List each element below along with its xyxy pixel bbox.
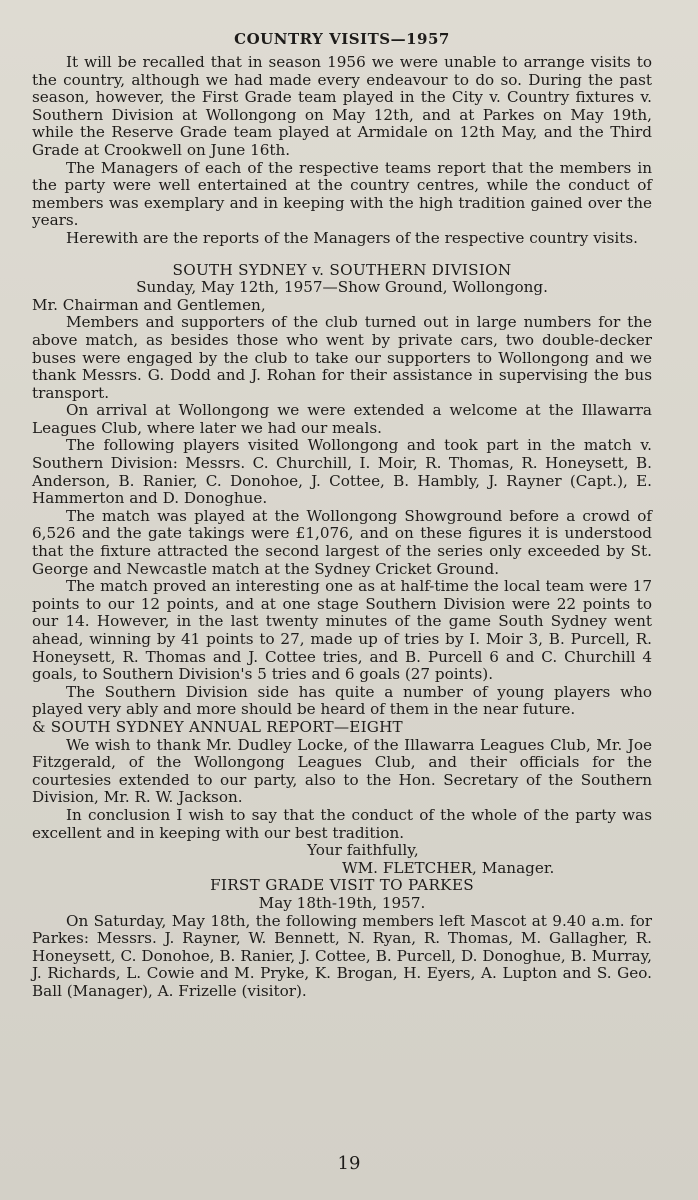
report-paragraph-5: The match proved an interesting one as at half-time the local team were 17 points to our 12 points, and at one stage Southern Division were 22 points to our 14. However, in the last twenty minutes of the game South Sydney went ahead, winning by 41 points to 27, made up of tries by I. Moir 3, B. Purcell, R. Honeysett, R. Thomas and J. Cottee tries, and B. Purcell 6 and C. Churchill 4 goals, to Southern Division's 5 tries and 6 goals (27 points). [32,577,652,684]
closing: Your faithfully, [307,841,419,860]
text-column [32,30,652,1000]
page-title: COUNTRY VISITS—1957 [234,30,450,48]
intro-paragraph-1: It will be recalled that in season 1956 we were unable to arrange visits to the country, although we had made every endeavour to do so. During the past season, however, the First Grade team played in the City v. Country fixtures v. Southern Division at Wollongong on May 12th, and at Parkes on May 19th, while the Reserve Grade team played at Armidale on 12th May, and the Third Grade at Crookwell on June 16th. [32,53,652,159]
report-paragraph-4: The match was played at the Wollongong Showground before a crowd of 6,526 and the gate takings were £1,076, and on these figures it is understood that the fixture attracted the second largest of the series only exceeded by St. George and Newcastle match at the Sydney Cricket Ground. [32,506,652,578]
intro-paragraph-3: Herewith are the reports of the Managers of the respective country visits. [66,228,639,247]
report-paragraph-1: Members and supporters of the club turned out in large numbers for the above match, as besides those who went by private cars, two double-decker buses were engaged by the club to take our supporters to Wollongong and we thank Messrs. G. Dodd and J. Rohan for their assistance in supervising the bus transport. [32,313,652,402]
intro-paragraph-2: The Managers of each of the respective teams report that the members in the party were well entertained at the country centres, while the conduct of members was exemplary and in keeping with the high tradition gained over the years. [32,158,652,230]
section-heading-parkes: FIRST GRADE VISIT TO PARKES [210,876,474,895]
section-dateline-parkes: May 18th-19th, 1957. [258,893,426,912]
report-paragraph-7: We wish to thank Mr. Dudley Locke, of the Illawarra Leagues Club, Mr. Joe Fitzgerald, of the Wollongong Leagues Club, and their officials for the courtesies extended to our party, also to the Hon. Secretary of the Southern Division, Mr. R. W. Jackson. [32,735,652,807]
salutation: Mr. Chairman and Gentlemen, [32,295,266,314]
page-number: 19 [337,1153,361,1174]
running-head: & SOUTH SYDNEY ANNUAL REPORT—EIGHT [32,717,403,736]
section-heading-southern-division: SOUTH SYDNEY v. SOUTHERN DIVISION [172,260,512,279]
parkes-paragraph: On Saturday, May 18th, the following members left Mascot at 9.40 a.m. for Parkes: Messrs. J. Rayner, W. Bennett, N. Ryan, R. Thomas, M. Gallagher, R. Honeysett, C. Donohoe, B. Ranier, J. Cottee, B. Purcell, D. Donoghue, B. Murray, J. Richards, L. Cowie and M. Pryke, K. Brogan, H. Eyers, A. Lupton and S. Geo. Ball (Manager), A. Frizelle (visitor). [32,911,652,1000]
report-paragraph-2: On arrival at Wollongong we were extended a welcome at the Illawarra Leagues Club, where later we had our meals. [32,401,652,437]
section-dateline-wollongong: Sunday, May 12th, 1957—Show Ground, Wollongong. [136,278,548,297]
report-paragraph-6: The Southern Division side has quite a number of young players who played very ably and more should be heard of them in the near future. [32,682,652,719]
report-paragraph-8: In conclusion I wish to say that the conduct of the whole of the party was excellent and in keeping with our best tradition. [32,805,652,842]
signature: WM. FLETCHER, Manager. [342,858,555,877]
report-paragraph-3: The following players visited Wollongong and took part in the match v. Southern Division: Messrs. C. Churchill, I. Moir, R. Thomas, R. Honeysett, B. Anderson, B. Ranier, C. Donohoe, J. Cottee, B. Hambly, J. Rayner (Capt.), E. Hammerton and D. Donoghue. [32,436,652,508]
